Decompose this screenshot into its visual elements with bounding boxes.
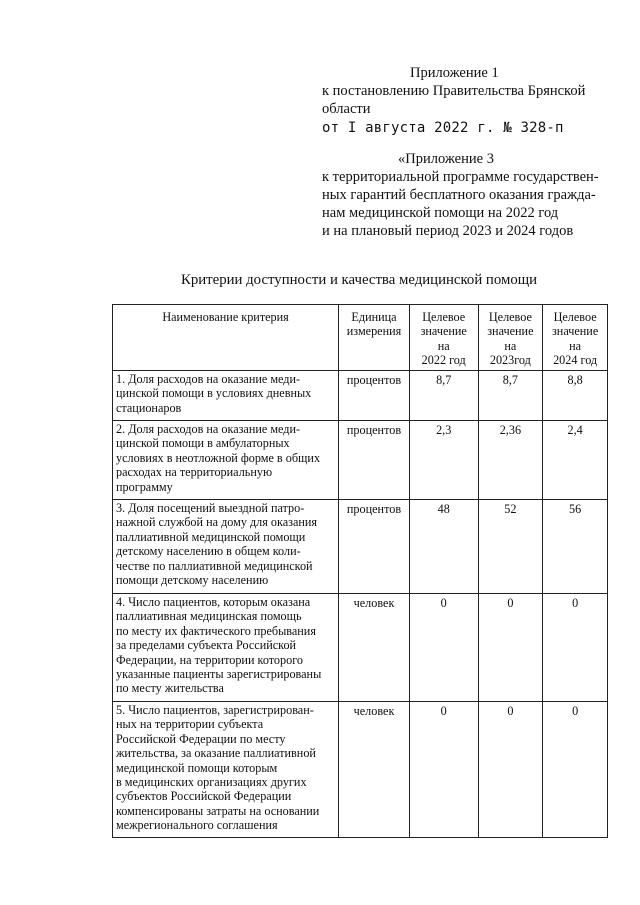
criterion-name: 2. Доля расходов на оказание меди- цинской помощи в амбулаторных условиях в неотложной форме в общих расходах на территориальную программу	[113, 421, 339, 500]
table-row	[113, 594, 608, 702]
value-2023: 2,36	[478, 421, 543, 500]
header-target-2022: Целевое значение на 2022 год	[409, 305, 478, 371]
appendix1-date-line: от I августа 2022 г. № 328-п	[322, 120, 564, 136]
header-criterion-name: Наименование критерия	[113, 305, 339, 371]
criterion-name: 1. Доля расходов на оказание меди- цинской помощи в условиях дневных стационаров	[113, 371, 339, 421]
header-target-2023: Целевое значение на 2023год	[478, 305, 543, 371]
criterion-unit: человек	[339, 594, 410, 702]
criterion-name: 5. Число пациентов, зарегистрирован- ных на территории субъекта Российской Федерации по месту жительства, за оказание паллиативной медицинской помощи которым в медицинских организациях других субъектов Российской Федерации компенсированы затраты на основании межрегионального соглашения	[113, 702, 339, 838]
value-2022: 8,7	[409, 371, 478, 421]
criterion-unit: процентов	[339, 421, 410, 500]
document-heading: Критерии доступности и качества медицинской помощи	[181, 272, 538, 288]
value-2023: 52	[478, 500, 543, 594]
value-2024: 56	[543, 500, 608, 594]
value-2024: 0	[543, 594, 608, 702]
appendix3-line: ных гарантий бесплатного оказания гражда-	[322, 187, 596, 203]
value-2023: 0	[478, 594, 543, 702]
criterion-name: 4. Число пациентов, которым оказана паллиативная медицинская помощь по месту их фактического пребывания за пределами субъекта Российской Федерации, на территории которого указанные пациенты зарегистрированы по месту жительства	[113, 594, 339, 702]
appendix3-line: и на плановый период 2023 и 2024 годов	[322, 223, 574, 239]
criterion-unit: процентов	[339, 371, 410, 421]
header-unit: Единица измерения	[339, 305, 410, 371]
value-2024: 2,4	[543, 421, 608, 500]
value-2023: 8,7	[478, 371, 543, 421]
appendix3-line: нам медицинской помощи на 2022 год	[322, 205, 559, 221]
value-2022: 0	[409, 702, 478, 838]
appendix3-title: «Приложение 3	[398, 151, 494, 167]
appendix1-title: Приложение 1	[410, 65, 499, 81]
table-row	[113, 421, 608, 500]
table-row	[113, 371, 608, 421]
value-2022: 2,3	[409, 421, 478, 500]
value-2024: 8,8	[543, 371, 608, 421]
appendix1-line1: к постановлению Правительства Брянской	[322, 83, 586, 99]
criterion-name: 3. Доля посещений выездной патро- нажной службой на дому для оказания паллиативной медицинской помощи детскому населению в общем коли- честве по паллиативной медицинской помощи детскому населению	[113, 500, 339, 594]
criterion-unit: процентов	[339, 500, 410, 594]
criterion-unit: человек	[339, 702, 410, 838]
header-target-2024: Целевое значение на 2024 год	[543, 305, 608, 371]
value-2024: 0	[543, 702, 608, 838]
value-2023: 0	[478, 702, 543, 838]
table-row	[113, 702, 608, 838]
table-row	[113, 500, 608, 594]
criteria-table	[112, 304, 608, 838]
appendix3-line: к территориальной программе государствен-	[322, 169, 599, 185]
appendix1-line2: области	[322, 101, 371, 117]
value-2022: 0	[409, 594, 478, 702]
table-header-row	[113, 305, 608, 371]
value-2022: 48	[409, 500, 478, 594]
